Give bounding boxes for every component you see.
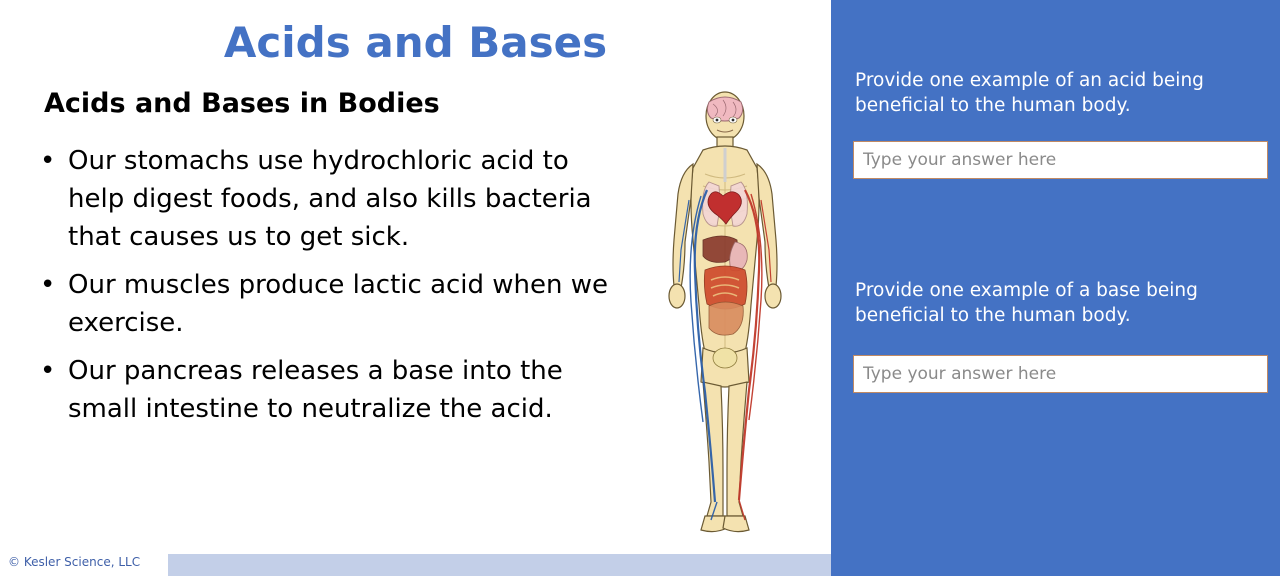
list-item (40, 352, 660, 428)
slide-footer (0, 546, 831, 576)
bullet-list (40, 142, 660, 438)
list-item-text: Our stomachs use hydrochloric acid to help digest foods, and also kills bacteria that causes us to get sick. (68, 146, 592, 252)
answer-input-2[interactable] (853, 355, 1268, 393)
question-prompt-1: Provide one example of an acid being beneficial to the human body. (855, 70, 1204, 116)
bullet-marker-icon: • (40, 146, 56, 176)
bullet-marker-icon: • (40, 356, 56, 386)
list-item-text: Our pancreas releases a base into the small intestine to neutralize the acid. (68, 356, 563, 424)
list-item (40, 266, 660, 342)
page-title: Acids and Bases (223, 18, 608, 67)
human-body-anatomy-icon (645, 90, 805, 540)
footer-accent-strip (168, 554, 831, 576)
copyright-credit: © Kesler Science, LLC (8, 555, 141, 569)
list-item (40, 142, 660, 256)
question-panel (831, 0, 1280, 576)
list-item-text: Our muscles produce lactic acid when we exercise. (68, 270, 609, 338)
section-heading: Acids and Bases in Bodies (44, 88, 440, 119)
answer-input-1[interactable] (853, 141, 1268, 179)
bullet-marker-icon: • (40, 270, 56, 300)
question-prompt-2: Provide one example of a base being beneficial to the human body. (855, 280, 1198, 326)
